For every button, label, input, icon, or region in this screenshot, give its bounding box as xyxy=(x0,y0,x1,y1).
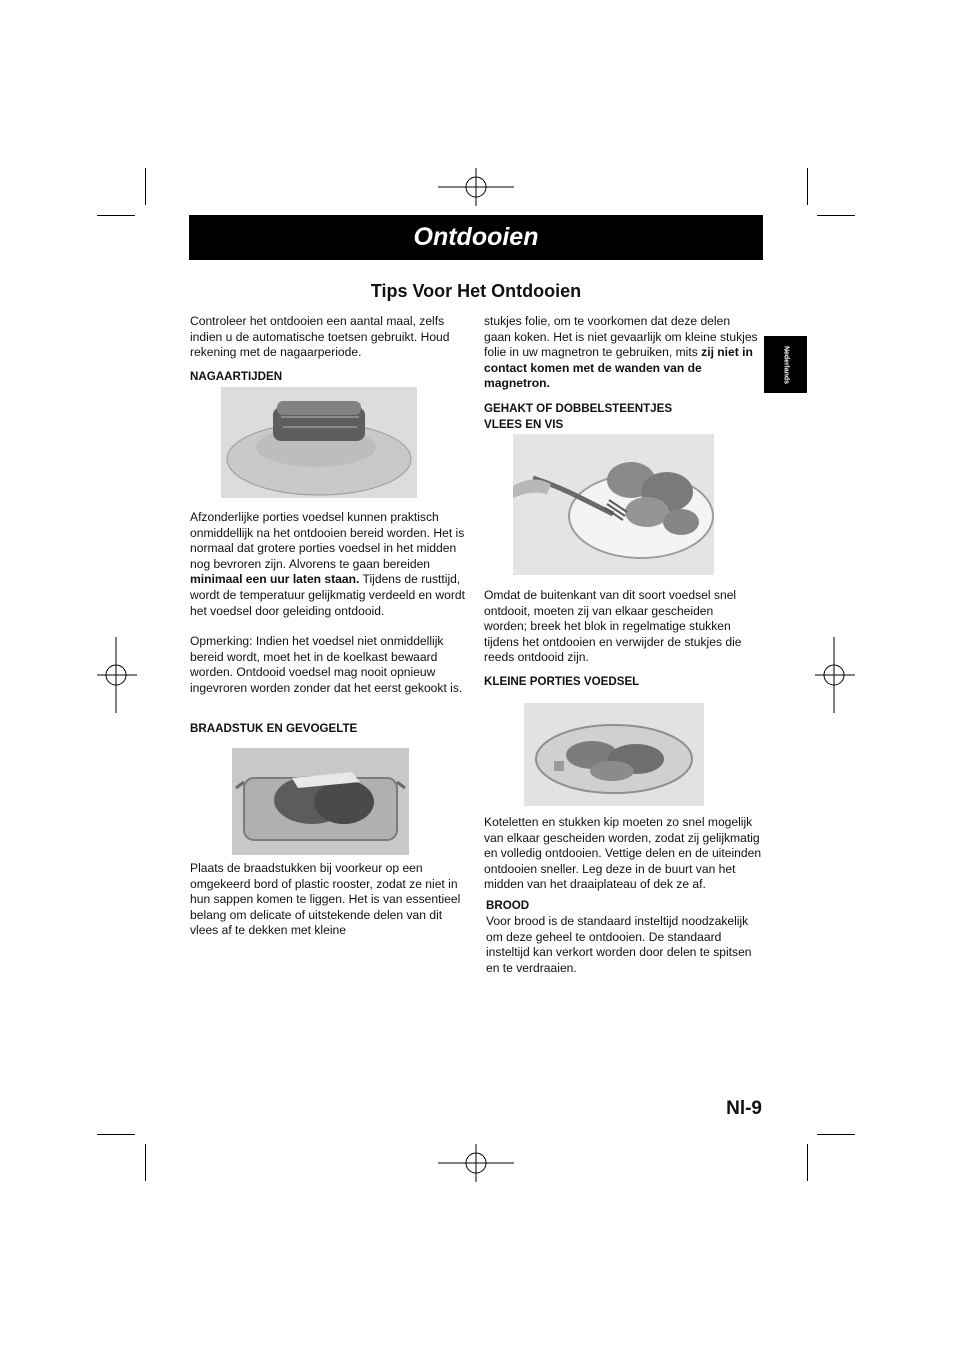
continued-paragraph-start: stukjes folie, om te voorkomen dat deze delen gaan koken. Het is niet gevaarlijk om kleine stukjes folie in uw magnetron te gebruiken, mits xyxy=(484,314,758,360)
heading-brood: BROOD xyxy=(486,899,530,912)
heading-gehakt-line2: VLEES EN VIS xyxy=(484,417,564,431)
heading-nagaartijden: NAGAARTIJDEN xyxy=(190,370,283,383)
page-number: Nl-9 xyxy=(726,1098,762,1119)
intro-paragraph: Controleer het ontdooien een aantal maal, zelfs indien u de automatische toetsen gebruikt. Houd rekening met de nagaarperiode. xyxy=(190,314,450,360)
heading-gehakt xyxy=(484,401,759,432)
continued-paragraph xyxy=(484,314,759,392)
paragraph-braadstuk: Plaats de braadstukken bij voorkeur op een omgekeerd bord of plastic rooster, zodat ze niet in hun sappen komen te liggen. Het is van essentieel belang om delicate of uitstekende delen van dit vlees af te dekken met kleine xyxy=(190,861,461,938)
heading-braadstuk: BRAADSTUK EN GEVOGELTE xyxy=(190,722,358,735)
heading-gehakt-line1: GEHAKT OF DOBBELSTEENTJES xyxy=(484,402,673,415)
language-tab xyxy=(764,336,807,393)
paragraph-gehakt: Omdat de buitenkant van dit soort voedsel snel ontdooit, moeten zij van elkaar gescheiden worden; breek het blok in regelmatige stukken tijdens het ontdooien en verwijder de stukjes die reeds ontdooid zijn. xyxy=(484,588,742,665)
photo-small-portions-dish xyxy=(524,703,704,806)
photo-roast-on-plate xyxy=(221,387,417,498)
photo-roast-in-dish xyxy=(232,748,409,855)
section-subtitle: Tips Voor Het Ontdooien xyxy=(370,281,582,301)
registration-mark-bottom-icon xyxy=(438,1144,514,1182)
paragraph-nagaartijden-start: Afzonderlijke porties voedsel kunnen praktisch onmiddellijk na het ontdooien bereid worden. Het is normaal dat grotere porties voedsel in het midden nog bevroren zijn. Alvorens te gaan bereiden xyxy=(190,510,465,571)
registration-mark-top-icon xyxy=(438,168,514,206)
language-tab-label: Nederlands xyxy=(782,345,789,384)
photo-minced-meat-fork xyxy=(513,434,714,575)
note-paragraph: Opmerking: Indien het voedsel niet onmiddellijk bereid wordt, moet het in de koelkast bewaard worden. Ontdooid voedsel mag nooit opnieuw ingevroren worden zonder dat het eerst gekookt is. xyxy=(190,634,463,695)
heading-kleine-porties: KLEINE PORTIES VOEDSEL xyxy=(484,675,640,688)
paragraph-nagaartijden xyxy=(190,510,465,619)
page-title: Ontdooien xyxy=(413,223,539,251)
registration-mark-right-icon xyxy=(815,637,855,713)
title-bar xyxy=(189,215,763,260)
paragraph-kleine-porties: Koteletten en stukken kip moeten zo snel mogelijk van elkaar gescheiden worden, zodat zij gelijkmatig en volledig ontdooien. Vettige delen en de uiteinden ontdooien sneller. Leg deze in de buurt van het midden van het draaiplateau of dek ze af. xyxy=(484,815,762,892)
continued-paragraph-emphasis: zij niet in contact komen met de wanden van de magnetron. xyxy=(484,345,753,391)
paragraph-nagaartijden-end: Tijdens de rusttijd, wordt de temperatuur gelijkmatig verdeeld en wordt het voedsel door geleiding ontdooid. xyxy=(190,572,465,618)
paragraph-brood: Voor brood is de standaard insteltijd noodzakelijk om deze geheel te ontdooien. De standaard insteltijd kan verkort worden door delen te spitsen en te verdraaien. xyxy=(486,914,752,975)
paragraph-nagaartijden-emphasis: minimaal een uur laten staan. xyxy=(190,572,360,587)
registration-mark-left-icon xyxy=(97,637,137,713)
